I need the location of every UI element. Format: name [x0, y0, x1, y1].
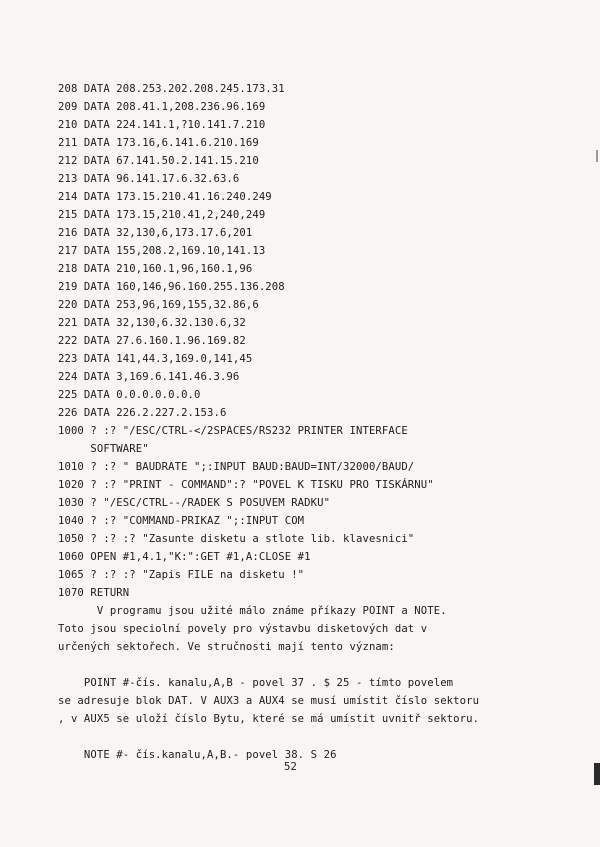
program-line: 213 DATA 96.141.17.6.32.63.6 [58, 173, 240, 185]
program-line: 215 DATA 173.15,210.41,2,240,249 [58, 209, 266, 221]
program-line: 224 DATA 3,169.6.141.46.3.96 [58, 371, 240, 383]
page-number: 52 [284, 761, 297, 773]
program-line: 1010 ? :? " BAUDRATE ";:INPUT BAUD:BAUD=INT/32000/BAUD/ [58, 461, 415, 473]
program-line: 217 DATA 155,208.2,169.10,141.13 [58, 245, 266, 257]
program-line: 208 DATA 208.253.202.208.245.173.31 [58, 83, 285, 95]
program-line: 1020 ? :? "PRINT - COMMAND":? "POVEL K TISKU PRO TISKÁRNU" [58, 479, 434, 491]
program-line: 220 DATA 253,96,169,155,32.86,6 [58, 299, 259, 311]
program-line: 216 DATA 32,130,6,173.17.6,201 [58, 227, 253, 239]
program-line: 1070 RETURN [58, 587, 130, 599]
paragraph-line: určených sektořech. Ve stručnosti mají tento význam: [58, 641, 395, 653]
program-line: 214 DATA 173.15.210.41.16.240.249 [58, 191, 272, 203]
program-line: 219 DATA 160,146,96.160.255.136.208 [58, 281, 285, 293]
program-line: 211 DATA 173.16,6.141.6.210.169 [58, 137, 259, 149]
program-line: 218 DATA 210,160.1,96,160.1,96 [58, 263, 253, 275]
paragraph-line: Toto jsou speciolní povely pro výstavbu disketových dat v [58, 623, 428, 635]
program-line: 221 DATA 32,130,6.32.130.6,32 [58, 317, 246, 329]
program-line: 222 DATA 27.6.160.1.96.169.82 [58, 335, 246, 347]
program-line: 225 DATA 0.0.0.0.0.0.0 [58, 389, 201, 401]
paragraph-line: NOTE #- čís.kanalu,A,B.- povel 38. S 26 [58, 749, 337, 761]
paragraph-line: V programu jsou užité málo známe příkazy POINT a NOTE. [58, 605, 447, 617]
program-line: 210 DATA 224.141.1,?10.141.7.210 [58, 119, 266, 131]
program-line: 1050 ? :? :? "Zasunte disketu a stlote lib. klavesnici" [58, 533, 415, 545]
paragraph-line: se adresuje blok DAT. V AUX3 a AUX4 se musí umístit číslo sektoru [58, 695, 480, 707]
program-line: 212 DATA 67.141.50.2.141.15.210 [58, 155, 259, 167]
program-line: 226 DATA 226.2.227.2.153.6 [58, 407, 227, 419]
program-line: 1060 OPEN #1,4.1,"K:":GET #1,A:CLOSE #1 [58, 551, 311, 563]
paragraph-line: POINT #-čís. kanalu,A,B - povel 37 . $ 25 - tímto povelem [58, 677, 454, 689]
program-line: 1040 ? :? "COMMAND-PRIKAZ ";:INPUT COM [58, 515, 305, 527]
program-line: 209 DATA 208.41.1,208.236.96.169 [58, 101, 266, 113]
program-line: 1000 ? :? "/ESC/CTRL-</2SPACES/RS232 PRINTER INTERFACE [58, 425, 408, 437]
program-line: 1030 ? "/ESC/CTRL--/RADEK S POSUVEM RADKU" [58, 497, 331, 509]
paragraph-line: , v AUX5 se uloží číslo Bytu, které se má umístit uvnitř sektoru. [58, 713, 480, 725]
program-line: 223 DATA 141,44.3,169.0,141,45 [58, 353, 253, 365]
scan-edge-mark [596, 150, 598, 162]
program-line: 1065 ? :? :? "Zapis FILE na disketu !" [58, 569, 305, 581]
program-line: SOFTWARE" [58, 443, 149, 455]
scan-edge-mark [594, 763, 600, 785]
